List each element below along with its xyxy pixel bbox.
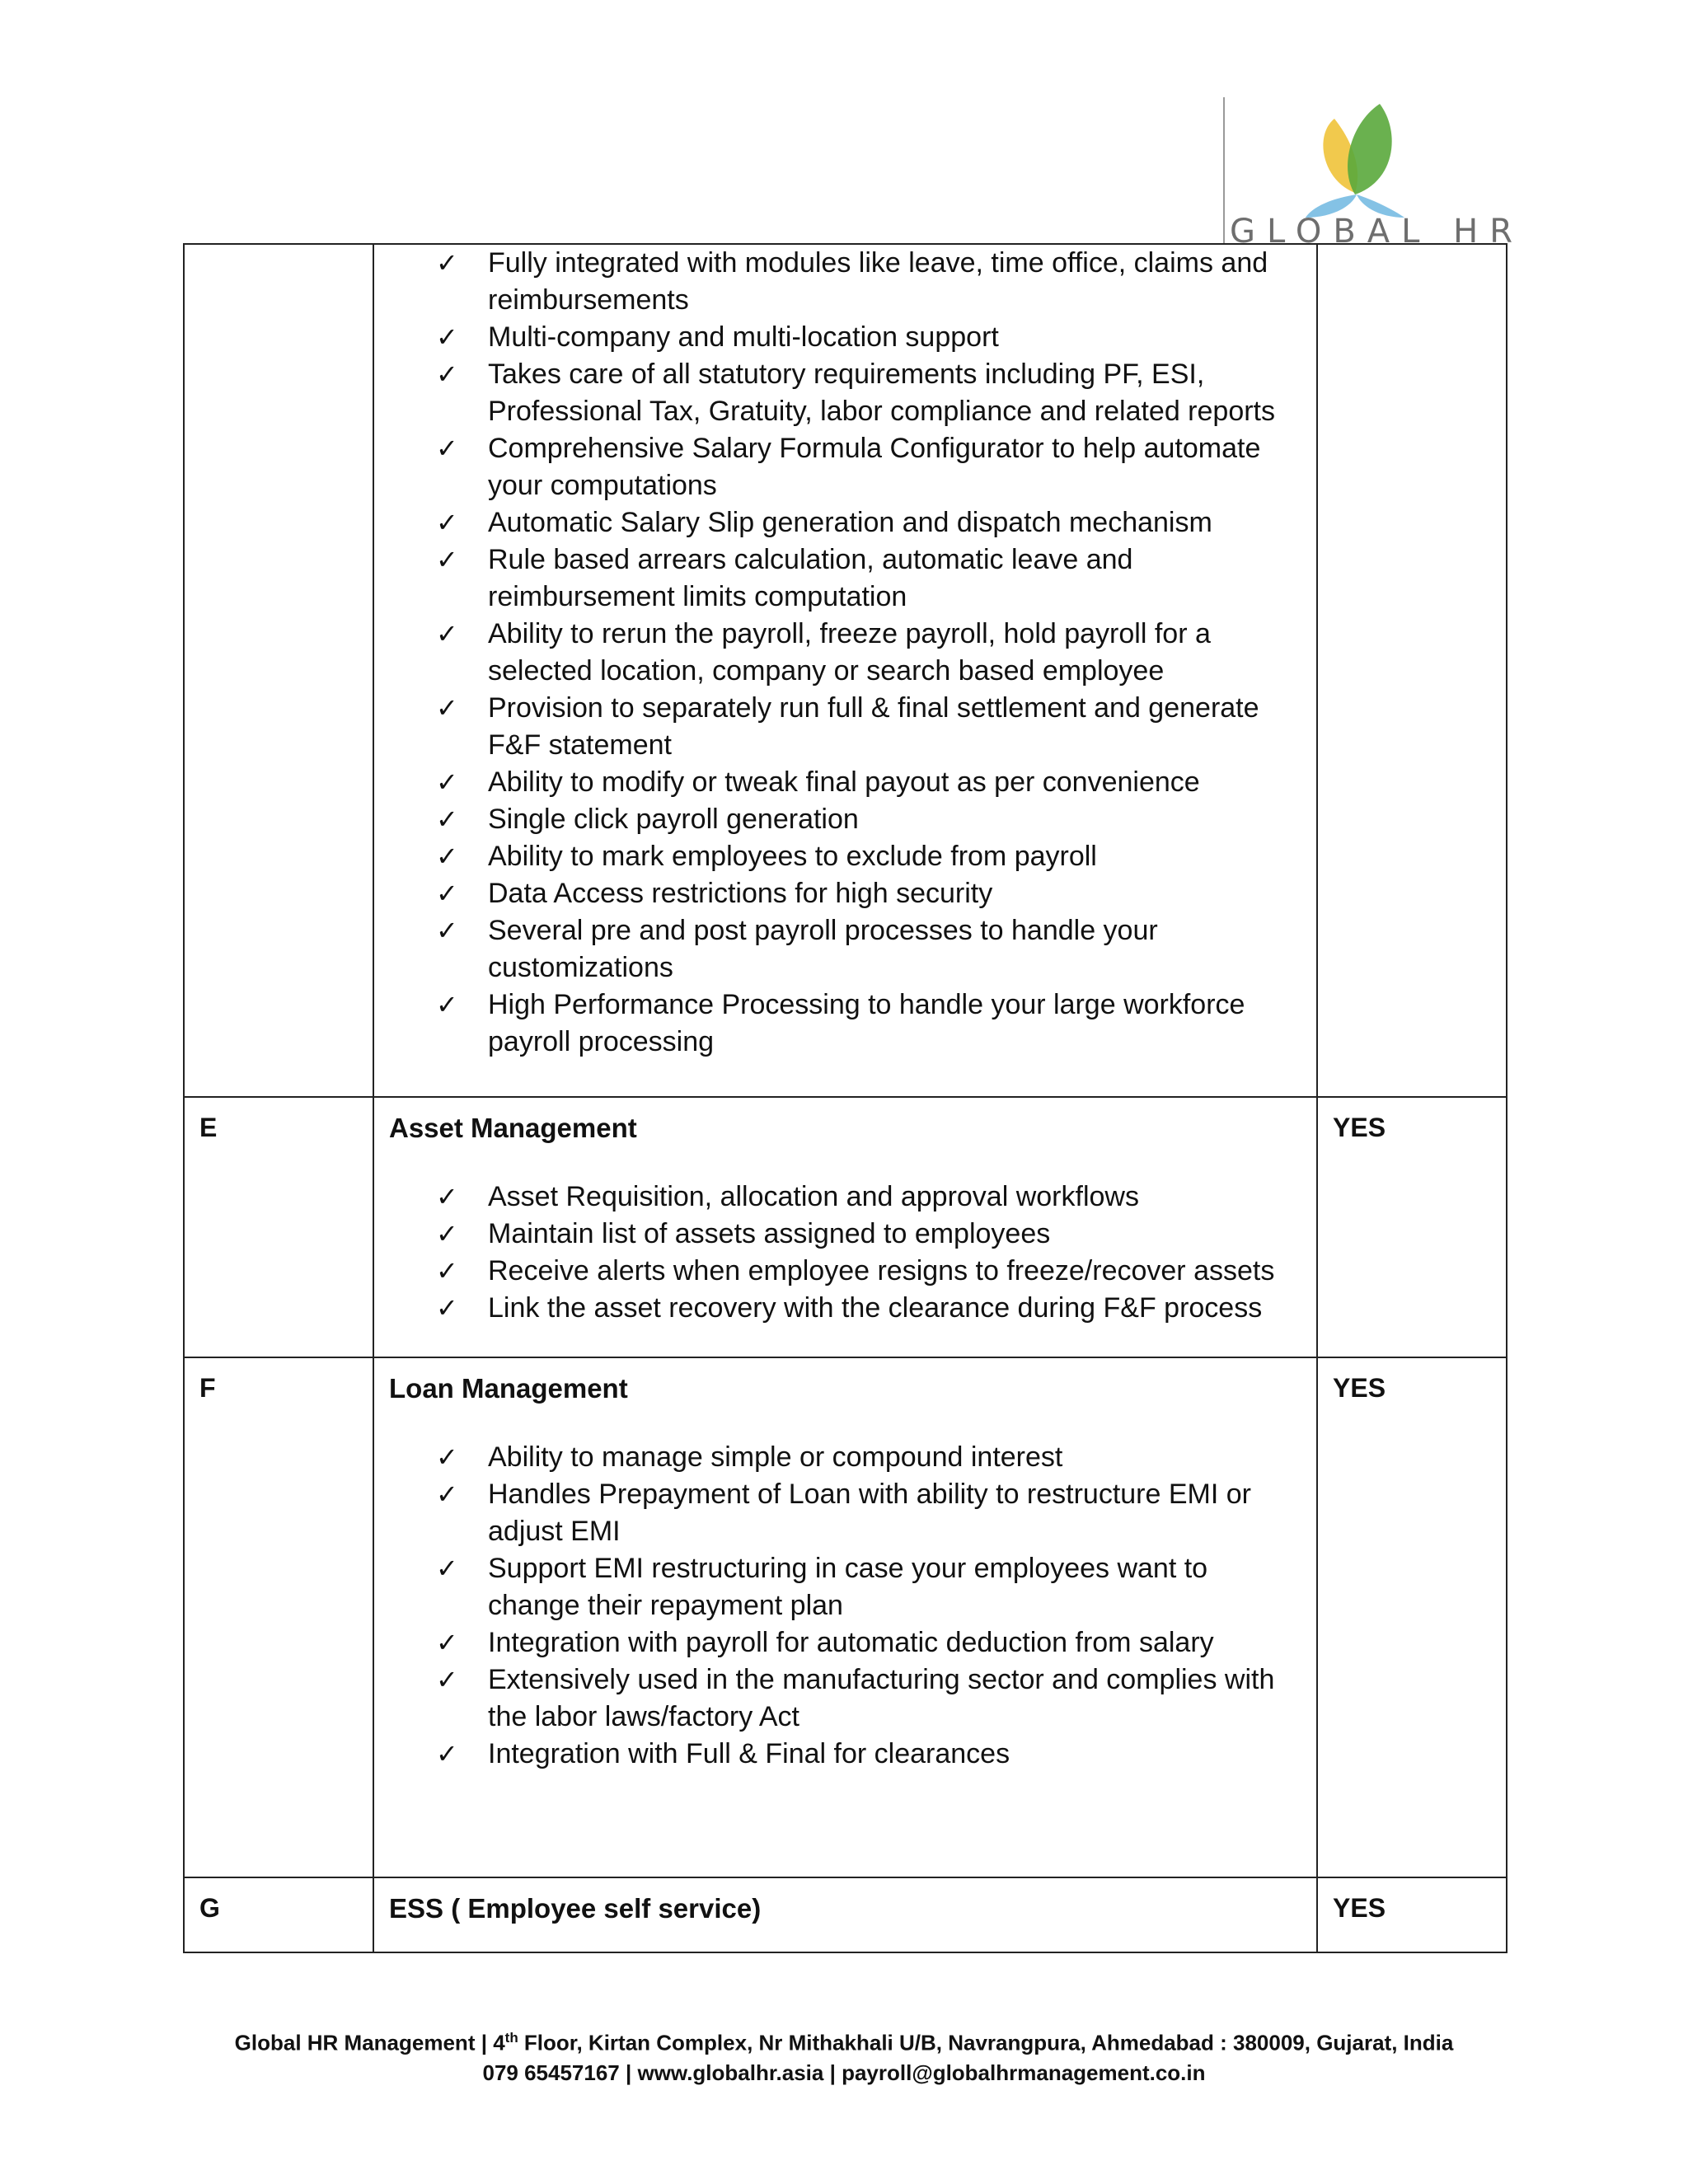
leaf-logo-icon bbox=[1306, 102, 1413, 218]
table-row bbox=[184, 1357, 1507, 1877]
checkmark-icon: ✓ bbox=[436, 878, 458, 909]
list-item bbox=[185, 1290, 1301, 1327]
list-item bbox=[185, 690, 1301, 764]
list-item bbox=[185, 356, 1301, 430]
list-item bbox=[185, 319, 1301, 356]
checkmark-icon: ✓ bbox=[436, 247, 458, 279]
checkmark-icon: ✓ bbox=[436, 989, 458, 1020]
checkmark-icon: ✓ bbox=[436, 433, 458, 464]
feature-table bbox=[183, 243, 1507, 1953]
checkmark-icon: ✓ bbox=[436, 1664, 458, 1695]
checkmark-icon: ✓ bbox=[436, 1738, 458, 1769]
list-item-text: Rule based arrears calculation, automatic leave and reimbursement limits computation bbox=[488, 544, 1133, 612]
list-item-text: Ability to mark employees to exclude from payroll bbox=[488, 841, 1097, 872]
feature-list bbox=[185, 245, 1316, 1061]
list-item-text: Receive alerts when employee resigns to freeze/recover assets bbox=[488, 1255, 1275, 1286]
feature-list bbox=[185, 1439, 1316, 1773]
checkmark-icon: ✓ bbox=[436, 692, 458, 724]
list-item bbox=[185, 838, 1301, 875]
checkmark-icon: ✓ bbox=[436, 915, 458, 946]
row-status-cell bbox=[1317, 1877, 1507, 1952]
page-footer bbox=[0, 2023, 1688, 2088]
list-item-text: Integration with Full & Final for clearances bbox=[488, 1738, 1010, 1769]
footer-address: Global HR Management | 4th Floor, Kirtan Complex, Nr Mithakhali U/B, Navrangpura, Ahmedabad : 380009, Gujarat, India bbox=[234, 2030, 1454, 2055]
list-item-text: Takes care of all statutory requirements including PF, ESI, Professional Tax, Gratuity, labor compliance and related reports bbox=[488, 359, 1276, 427]
checkmark-icon: ✓ bbox=[436, 544, 458, 575]
list-item bbox=[185, 1253, 1301, 1290]
list-item bbox=[185, 245, 1301, 319]
list-item-text: Handles Prepayment of Loan with ability to restructure EMI or adjust EMI bbox=[488, 1479, 1251, 1547]
table-row bbox=[184, 1877, 1507, 1952]
checkmark-icon: ✓ bbox=[436, 1292, 458, 1324]
list-item bbox=[185, 1624, 1301, 1661]
list-item bbox=[185, 504, 1301, 541]
logo-divider bbox=[1223, 97, 1225, 244]
row-description-cell bbox=[373, 1357, 1317, 1877]
list-item bbox=[185, 1550, 1301, 1624]
checkmark-icon: ✓ bbox=[436, 359, 458, 390]
section-title: ESS ( Employee self service) bbox=[389, 1893, 762, 1924]
checkmark-icon: ✓ bbox=[436, 766, 458, 798]
checkmark-icon: ✓ bbox=[436, 1218, 458, 1249]
checkmark-icon: ✓ bbox=[436, 507, 458, 538]
row-letter-cell bbox=[184, 1877, 373, 1952]
list-item bbox=[185, 875, 1301, 912]
footer-contact: 079 65457167 | www.globalhr.asia | payroll@globalhrmanagement.co.in bbox=[482, 2060, 1206, 2085]
table-row bbox=[184, 244, 1507, 1097]
checkmark-icon: ✓ bbox=[436, 618, 458, 649]
list-item bbox=[185, 1216, 1301, 1253]
list-item-text: Integration with payroll for automatic deduction from salary bbox=[488, 1627, 1214, 1658]
list-item-text: Ability to manage simple or compound interest bbox=[488, 1441, 1063, 1473]
status-text: YES bbox=[1333, 1893, 1386, 1923]
checkmark-icon: ✓ bbox=[436, 1181, 458, 1212]
status-text: YES bbox=[1333, 1113, 1386, 1142]
checkmark-icon: ✓ bbox=[436, 1441, 458, 1473]
list-item-text: Link the asset recovery with the clearance during F&F process bbox=[488, 1292, 1263, 1324]
list-item-text: Several pre and post payroll processes to handle your customizations bbox=[488, 915, 1158, 983]
list-item bbox=[185, 801, 1301, 838]
row-status-cell bbox=[1317, 244, 1507, 1097]
list-item bbox=[185, 1476, 1301, 1550]
list-item-text: Single click payroll generation bbox=[488, 804, 859, 835]
list-item bbox=[185, 1736, 1301, 1773]
status-text: YES bbox=[1333, 1373, 1386, 1403]
list-item-text: Ability to rerun the payroll, freeze payroll, hold payroll for a selected location, company or search based employee bbox=[488, 618, 1211, 687]
list-item bbox=[185, 764, 1301, 801]
list-item-text: Automatic Salary Slip generation and dispatch mechanism bbox=[488, 507, 1212, 538]
list-item-text: Ability to modify or tweak final payout as per convenience bbox=[488, 766, 1200, 798]
row-description-cell bbox=[373, 1877, 1317, 1952]
checkmark-icon: ✓ bbox=[436, 321, 458, 353]
list-item-text: Support EMI restructuring in case your employees want to change their repayment plan bbox=[488, 1553, 1208, 1621]
feature-list bbox=[185, 1179, 1316, 1327]
checkmark-icon: ✓ bbox=[436, 1627, 458, 1658]
row-letter: F bbox=[199, 1373, 216, 1403]
section-title: Asset Management bbox=[389, 1113, 637, 1143]
list-item bbox=[185, 1179, 1301, 1216]
section-title: Loan Management bbox=[389, 1373, 628, 1404]
list-item-text: High Performance Processing to handle your large workforce payroll processing bbox=[488, 989, 1245, 1057]
list-item-text: Asset Requisition, allocation and approval workflows bbox=[488, 1181, 1139, 1212]
list-item bbox=[185, 616, 1301, 690]
row-description-cell bbox=[373, 1097, 1317, 1357]
list-item bbox=[185, 541, 1301, 616]
list-item-text: Extensively used in the manufacturing sector and complies with the labor laws/factory Act bbox=[488, 1664, 1275, 1732]
checkmark-icon: ✓ bbox=[436, 841, 458, 872]
list-item bbox=[185, 987, 1301, 1061]
row-letter: E bbox=[199, 1113, 218, 1142]
row-description-cell bbox=[373, 244, 1317, 1097]
list-item-text: Comprehensive Salary Formula Configurator to help automate your computations bbox=[488, 433, 1261, 501]
list-item bbox=[185, 912, 1301, 987]
list-item bbox=[185, 430, 1301, 504]
checkmark-icon: ✓ bbox=[436, 1255, 458, 1286]
list-item-text: Multi-company and multi-location support bbox=[488, 321, 999, 353]
list-item bbox=[185, 1661, 1301, 1736]
row-status-cell bbox=[1317, 1097, 1507, 1357]
row-letter: G bbox=[199, 1893, 220, 1923]
list-item-text: Fully integrated with modules like leave, time office, claims and reimbursements bbox=[488, 247, 1268, 316]
list-item-text: Provision to separately run full & final settlement and generate F&F statement bbox=[488, 692, 1259, 761]
row-status-cell bbox=[1317, 1357, 1507, 1877]
list-item-text: Data Access restrictions for high security bbox=[488, 878, 993, 909]
checkmark-icon: ✓ bbox=[436, 804, 458, 835]
checkmark-icon: ✓ bbox=[436, 1479, 458, 1510]
list-item bbox=[185, 1439, 1301, 1476]
company-logo bbox=[1223, 97, 1525, 251]
logo-text: GLOBAL HR bbox=[1230, 213, 1525, 251]
list-item-text: Maintain list of assets assigned to employees bbox=[488, 1218, 1051, 1249]
table-row bbox=[184, 1097, 1507, 1357]
checkmark-icon: ✓ bbox=[436, 1553, 458, 1584]
